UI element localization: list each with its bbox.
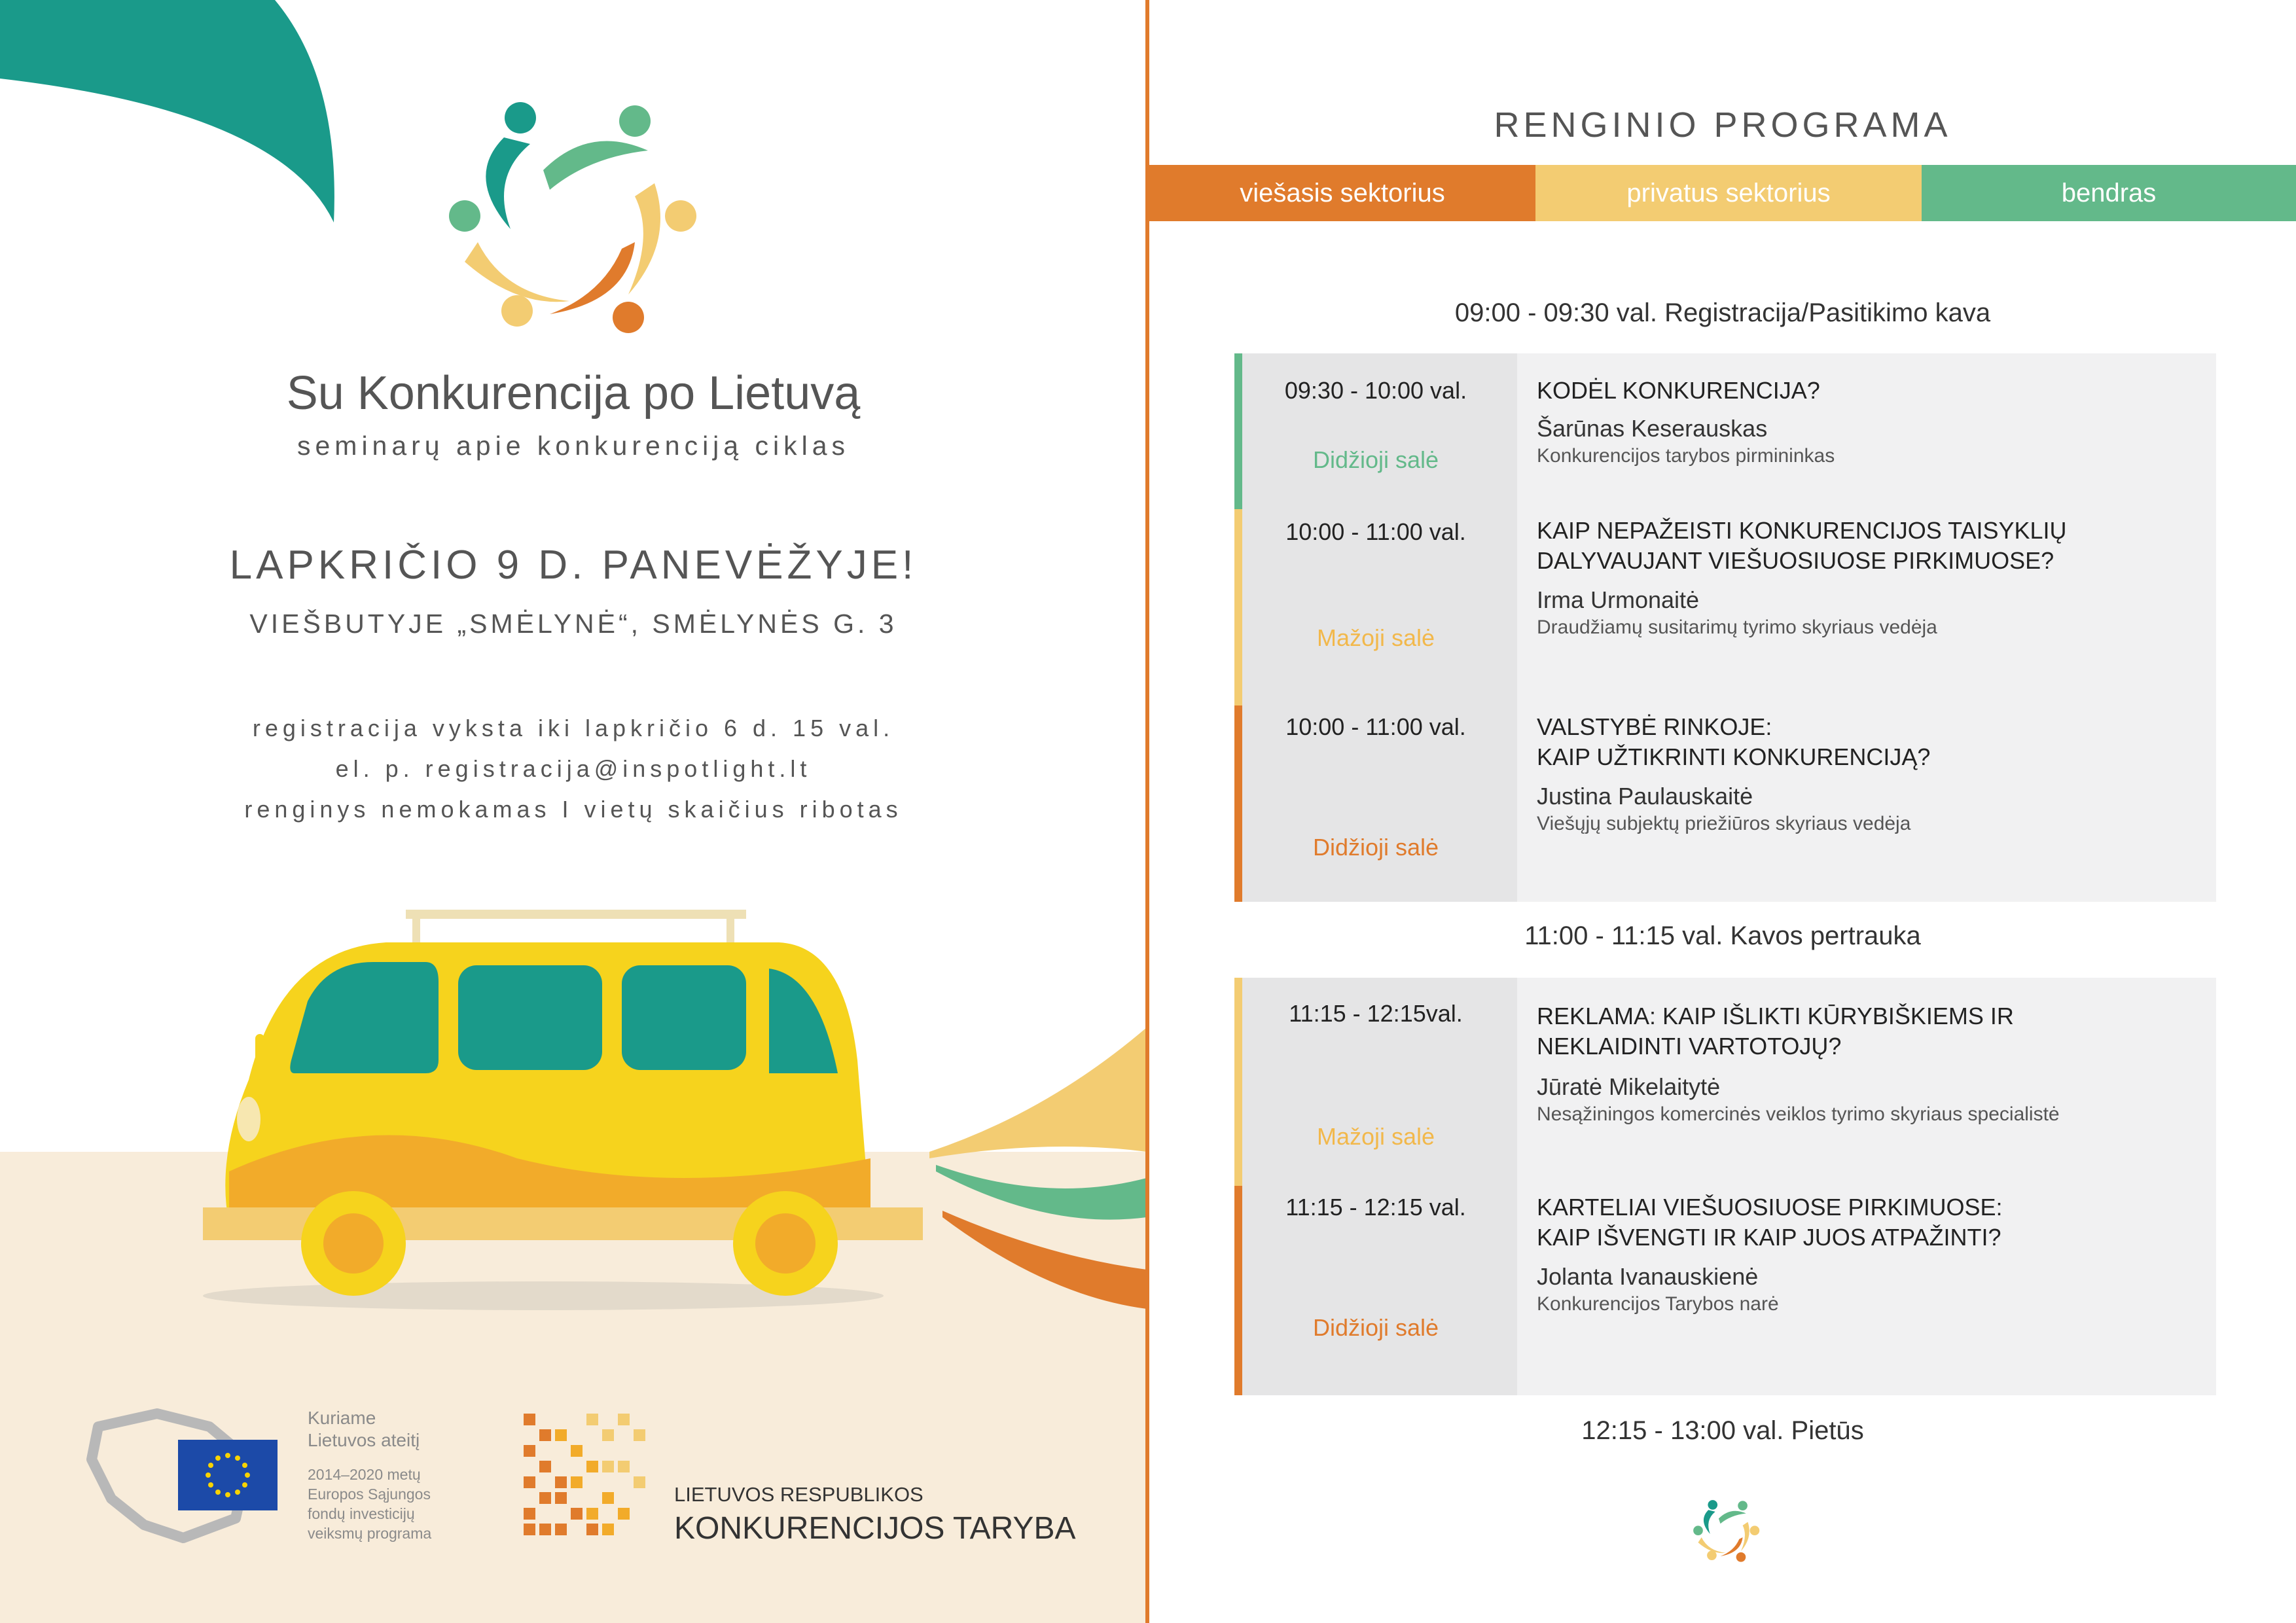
session-hall: Didžioji salė xyxy=(1312,834,1439,861)
eu-logo-small-2: Europos Sąjungos xyxy=(308,1486,431,1503)
session-hall: Mažoji salė xyxy=(1316,624,1435,651)
program-title: RENGINIO PROGRAMA xyxy=(1494,105,1952,145)
council-logo-line2: KONKURENCIJOS TARYBA xyxy=(674,1511,1076,1546)
session-title-line: KODĖL KONKURENCIJA? xyxy=(1537,377,1820,404)
session-title-line: KARTELIAI VIEŠUOSIUOSE PIRKIMUOSE: xyxy=(1537,1194,2003,1221)
break-label: Pietūs xyxy=(1791,1416,1864,1445)
session-title-line: NEKLAIDINTI VARTOTOJŲ? xyxy=(1537,1033,1842,1060)
session-4 xyxy=(1234,978,2216,1186)
session-title-line: VALSTYBĖ RINKOJE: xyxy=(1537,713,1772,740)
eu-logo-small-3: fondų investicijų xyxy=(308,1505,415,1522)
eu-flag-icon xyxy=(178,1440,278,1510)
program-block-morning xyxy=(1234,353,2216,902)
session-speaker-role: Viešųjų subjektų priežiūros skyriaus vedėja xyxy=(1537,813,1911,834)
session-title-line: KAIP NEPAŽEISTI KONKURENCIJOS TAISYKLIŲ xyxy=(1537,517,2067,544)
campaign-title: Su Konkurencija po Lietuvą xyxy=(286,367,861,419)
session-title-line: KAIP UŽTIKRINTI KONKURENCIJĄ? xyxy=(1537,743,1931,770)
eu-logo-line1: Kuriame xyxy=(308,1408,376,1428)
left-panel xyxy=(0,0,1147,1623)
legend-label: privatus sektorius xyxy=(1626,178,1831,207)
session-5 xyxy=(1234,1186,2216,1395)
session-title xyxy=(1537,1192,2191,1253)
legend-public-sector xyxy=(1149,165,1535,221)
session-title xyxy=(1537,1001,2191,1061)
session-title-line: REKLAMA: KAIP IŠLIKTI KŪRYBIŠKIEMS IR xyxy=(1537,1003,2014,1029)
session-1 xyxy=(1234,353,2216,509)
program-block-late-morning xyxy=(1234,978,2216,1395)
session-speaker: Irma Urmonaitė xyxy=(1537,586,1700,613)
session-speaker: Justina Paulauskaitė xyxy=(1537,783,1753,810)
session-speaker-role: Konkurencijos tarybos pirmininkas xyxy=(1537,445,1835,467)
session-speaker-role: Konkurencijos Tarybos narė xyxy=(1537,1293,1779,1315)
break-time: 11:00 - 11:15 val. xyxy=(1524,921,1723,950)
session-time: 09:30 - 10:00 val. xyxy=(1284,377,1467,404)
legend-label: bendras xyxy=(2061,178,2157,207)
session-speaker: Jūratė Mikelaitytė xyxy=(1537,1073,1721,1100)
yellow-bus-illustration xyxy=(177,910,949,1315)
right-panel xyxy=(1149,0,2296,1623)
campaign-subtitle: seminarų apie konkurenciją ciklas xyxy=(296,431,850,461)
session-hall: Didžioji salė xyxy=(1312,1314,1439,1341)
break-registration xyxy=(1149,298,2296,328)
break-coffee xyxy=(1149,921,2296,951)
people-circle-logo-small xyxy=(1691,1499,1763,1564)
color-swooshes-decoration xyxy=(916,1021,1147,1322)
session-speaker: Jolanta Ivanauskienė xyxy=(1537,1263,1759,1290)
session-time: 10:00 - 11:00 val. xyxy=(1285,713,1466,740)
eu-logo-small-4: veiksmų programa xyxy=(308,1525,432,1542)
session-time: 11:15 - 12:15val. xyxy=(1289,1000,1463,1027)
session-title xyxy=(1537,376,2191,406)
session-title-line: DALYVAUJANT VIEŠUOSIUOSE PIRKIMUOSE? xyxy=(1537,547,2054,574)
session-hall: Didžioji salė xyxy=(1312,446,1439,473)
session-3 xyxy=(1234,705,2216,902)
legend-private-sector xyxy=(1535,165,1922,221)
people-circle-logo xyxy=(439,98,713,340)
registration-deadline: registracija vyksta iki lapkričio 6 d. 15 val. xyxy=(252,715,895,741)
registration-email: el. p. registracija@inspotlight.lt xyxy=(335,755,812,782)
eu-logo-line2: Lietuvos ateitį xyxy=(308,1430,420,1450)
legend-label: viešasis sektorius xyxy=(1240,178,1445,207)
break-label: Kavos pertrauka xyxy=(1730,921,1921,950)
session-time: 11:15 - 12:15 val. xyxy=(1285,1194,1466,1221)
break-lunch xyxy=(1149,1416,2296,1446)
eu-logo-small-1: 2014–2020 metų xyxy=(308,1466,421,1483)
session-title-line: KAIP IŠVENGTI IR KAIP JUOS ATPAŽINTI? xyxy=(1537,1224,2001,1251)
council-logo-line1: LIETUVOS RESPUBLIKOS xyxy=(674,1483,924,1506)
session-speaker-role: Draudžiamų susitarimų tyrimo skyriaus vedėja xyxy=(1537,616,1937,638)
event-venue: VIEŠBUTYJE „SMĖLYNĖ“, SMĖLYNĖS G. 3 xyxy=(249,609,897,639)
legend-common xyxy=(1922,165,2296,221)
session-title xyxy=(1537,516,2191,576)
break-time: 09:00 - 09:30 val. xyxy=(1454,298,1658,327)
session-title xyxy=(1537,712,2191,772)
session-time: 10:00 - 11:00 val. xyxy=(1285,518,1466,545)
break-label: Registracija/Pasitikimo kava xyxy=(1664,298,1991,327)
council-pixel-logo xyxy=(524,1414,655,1544)
teal-swoosh-decoration xyxy=(0,0,353,236)
event-date: LAPKRIČIO 9 D. PANEVĖŽYJE! xyxy=(229,543,918,588)
break-time: 12:15 - 13:00 val. xyxy=(1581,1416,1784,1445)
session-speaker-role: Nesąžiningos komercinės veiklos tyrimo skyriaus specialistė xyxy=(1537,1103,2060,1125)
session-speaker: Šarūnas Keserauskas xyxy=(1537,415,1768,442)
event-free-note: renginys nemokamas I vietų skaičius ribotas xyxy=(244,796,903,823)
session-2 xyxy=(1234,509,2216,705)
session-hall: Mažoji salė xyxy=(1316,1123,1435,1150)
